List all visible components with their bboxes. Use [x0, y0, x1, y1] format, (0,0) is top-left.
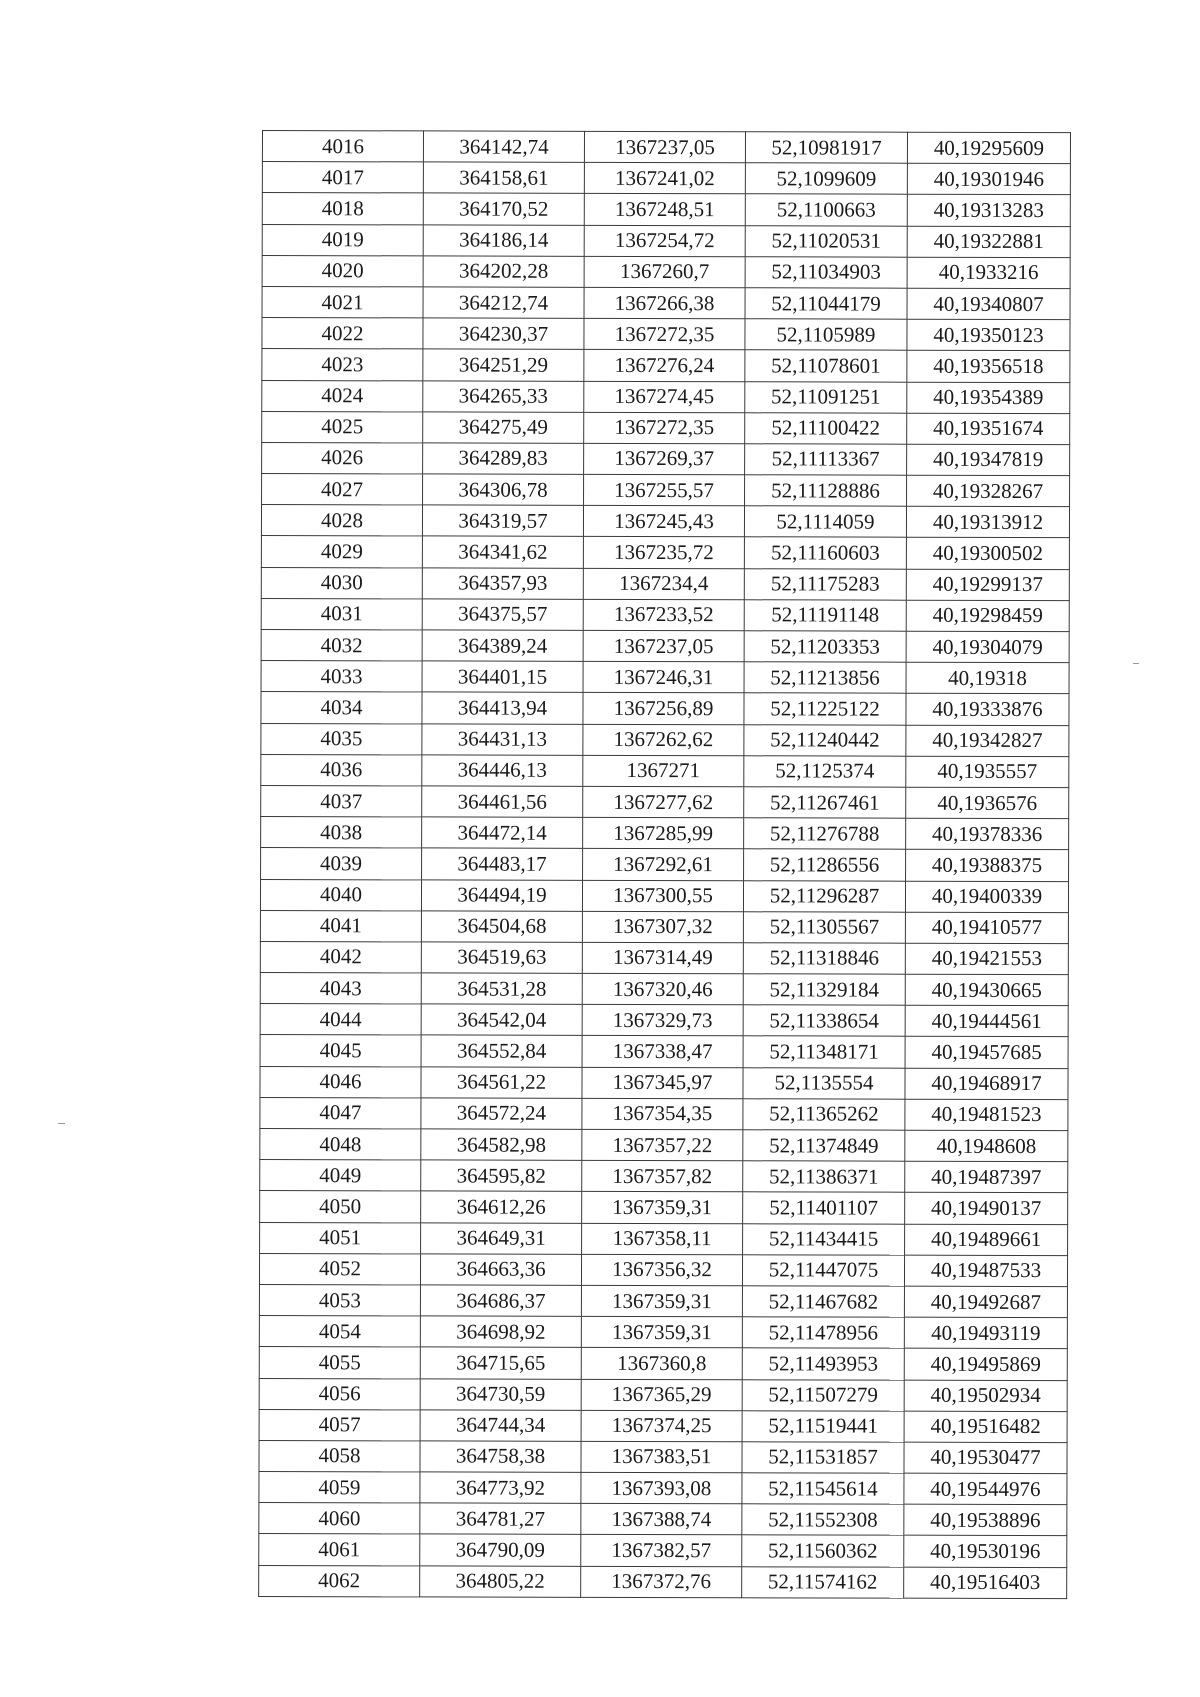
y-coordinate-cell: 1367260,7 [584, 256, 745, 288]
table-row [260, 1066, 1068, 1099]
x-coordinate-cell: 364649,31 [421, 1222, 582, 1254]
longitude-cell: 52,11160603 [744, 537, 906, 569]
latitude-cell: 40,1933216 [907, 257, 1070, 289]
point-number-cell: 4018 [262, 193, 423, 225]
point-number-cell: 4057 [259, 1409, 420, 1441]
table-row [260, 973, 1068, 1006]
table-row [259, 1409, 1067, 1442]
y-coordinate-cell: 1367235,72 [583, 537, 744, 569]
x-coordinate-cell: 364446,13 [422, 755, 583, 787]
y-coordinate-cell: 1367274,45 [584, 381, 745, 413]
longitude-cell: 52,11091251 [745, 381, 907, 413]
point-number-cell: 4051 [260, 1222, 421, 1254]
table-row [262, 474, 1070, 507]
y-coordinate-cell: 1367358,11 [582, 1223, 743, 1255]
latitude-cell: 40,19356518 [907, 351, 1070, 383]
longitude-cell: 52,11560362 [742, 1535, 904, 1567]
point-number-cell: 4031 [261, 598, 422, 630]
latitude-cell: 40,19299137 [906, 569, 1069, 601]
table-row [260, 1160, 1068, 1193]
longitude-cell: 52,10981917 [745, 132, 907, 164]
longitude-cell: 52,11338654 [743, 1005, 905, 1037]
point-number-cell: 4050 [260, 1191, 421, 1223]
longitude-cell: 52,11493953 [742, 1348, 904, 1380]
y-coordinate-cell: 1367345,97 [582, 1067, 743, 1099]
y-coordinate-cell: 1367357,82 [582, 1161, 743, 1193]
table-row [261, 629, 1069, 662]
latitude-cell: 40,19322881 [907, 226, 1070, 258]
x-coordinate-cell: 364413,94 [422, 692, 583, 724]
point-number-cell: 4039 [261, 848, 422, 880]
x-coordinate-cell: 364319,57 [422, 505, 583, 537]
latitude-cell: 40,1935557 [906, 756, 1069, 788]
table-row [260, 1128, 1068, 1161]
table-row [262, 318, 1070, 351]
point-number-cell: 4022 [262, 318, 423, 350]
x-coordinate-cell: 364142,74 [423, 131, 584, 163]
x-coordinate-cell: 364595,82 [421, 1160, 582, 1192]
longitude-cell: 52,11478956 [742, 1317, 904, 1349]
point-number-cell: 4034 [261, 692, 422, 724]
longitude-cell: 52,11240442 [744, 724, 906, 756]
longitude-cell: 52,11348171 [743, 1036, 905, 1068]
y-coordinate-cell: 1367237,05 [584, 131, 745, 163]
latitude-cell: 40,19300502 [906, 538, 1069, 570]
table-row [260, 1222, 1068, 1255]
y-coordinate-cell: 1367382,57 [581, 1535, 742, 1567]
table-row [262, 255, 1070, 288]
y-coordinate-cell: 1367272,35 [584, 412, 745, 444]
longitude-cell: 52,11305567 [743, 911, 905, 943]
longitude-cell: 52,11329184 [743, 974, 905, 1006]
table-row [259, 1253, 1067, 1286]
x-coordinate-cell: 364230,37 [423, 318, 584, 350]
x-coordinate-cell: 364289,83 [423, 443, 584, 475]
y-coordinate-cell: 1367248,51 [584, 194, 745, 226]
table-row [259, 1440, 1067, 1473]
x-coordinate-cell: 364663,36 [420, 1254, 581, 1286]
table-row [262, 442, 1070, 475]
point-number-cell: 4045 [260, 1035, 421, 1067]
latitude-cell: 40,19301946 [907, 163, 1070, 195]
point-number-cell: 4053 [259, 1284, 420, 1316]
latitude-cell: 40,19493119 [904, 1317, 1067, 1349]
longitude-cell: 52,11507279 [742, 1379, 904, 1411]
latitude-cell: 40,19481523 [905, 1099, 1068, 1131]
longitude-cell: 52,1099609 [745, 163, 907, 195]
y-coordinate-cell: 1367262,62 [583, 724, 744, 756]
table-row [261, 848, 1069, 881]
latitude-cell: 40,19468917 [905, 1068, 1068, 1100]
y-coordinate-cell: 1367372,76 [581, 1566, 742, 1598]
point-number-cell: 4040 [260, 879, 421, 911]
table-row [259, 1565, 1067, 1598]
x-coordinate-cell: 364730,59 [420, 1378, 581, 1410]
latitude-cell: 40,19318 [906, 662, 1069, 694]
y-coordinate-cell: 1367383,51 [581, 1441, 742, 1473]
point-number-cell: 4037 [261, 785, 422, 817]
longitude-cell: 52,11552308 [742, 1504, 904, 1536]
latitude-cell: 40,19538896 [904, 1504, 1067, 1536]
longitude-cell: 52,1135554 [743, 1067, 905, 1099]
table-row [262, 286, 1070, 319]
latitude-cell: 40,19444561 [905, 1005, 1068, 1037]
x-coordinate-cell: 364781,27 [420, 1503, 581, 1535]
x-coordinate-cell: 364170,52 [423, 193, 584, 225]
x-coordinate-cell: 364612,26 [421, 1191, 582, 1223]
point-number-cell: 4028 [261, 505, 422, 537]
y-coordinate-cell: 1367271 [583, 755, 744, 787]
latitude-cell: 40,19333876 [906, 694, 1069, 726]
table-row [260, 941, 1068, 974]
latitude-cell: 40,19410577 [905, 912, 1068, 944]
y-coordinate-cell: 1367320,46 [582, 973, 743, 1005]
longitude-cell: 52,11044179 [745, 288, 907, 320]
table-row [261, 567, 1069, 600]
y-coordinate-cell: 1367357,22 [582, 1129, 743, 1161]
y-coordinate-cell: 1367307,32 [582, 911, 743, 943]
point-number-cell: 4029 [261, 536, 422, 568]
point-number-cell: 4058 [259, 1440, 420, 1472]
longitude-cell: 52,11100422 [745, 412, 907, 444]
table-row [261, 785, 1069, 818]
latitude-cell: 40,19340807 [907, 288, 1070, 320]
longitude-cell: 52,11276788 [744, 818, 906, 850]
y-coordinate-cell: 1367360,8 [581, 1348, 742, 1380]
point-number-cell: 4020 [262, 255, 423, 287]
longitude-cell: 52,11374849 [743, 1130, 905, 1162]
longitude-cell: 52,11175283 [744, 568, 906, 600]
x-coordinate-cell: 364572,24 [421, 1098, 582, 1130]
x-coordinate-cell: 364773,92 [420, 1472, 581, 1504]
latitude-cell: 40,19487533 [904, 1255, 1067, 1287]
x-coordinate-cell: 364698,92 [420, 1316, 581, 1348]
x-coordinate-cell: 364552,84 [421, 1035, 582, 1067]
table-row [262, 224, 1070, 257]
table-row [262, 131, 1070, 164]
y-coordinate-cell: 1367237,05 [583, 630, 744, 662]
x-coordinate-cell: 364401,15 [422, 661, 583, 693]
latitude-cell: 40,19489661 [905, 1224, 1068, 1256]
table-row [260, 910, 1068, 943]
x-coordinate-cell: 364582,98 [421, 1129, 582, 1161]
x-coordinate-cell: 364375,57 [422, 599, 583, 631]
latitude-cell: 40,19516482 [904, 1411, 1067, 1443]
y-coordinate-cell: 1367233,52 [583, 599, 744, 631]
x-coordinate-cell: 364519,63 [421, 942, 582, 974]
y-coordinate-cell: 1367254,72 [584, 225, 745, 257]
y-coordinate-cell: 1367246,31 [583, 662, 744, 694]
longitude-cell: 52,11401107 [743, 1192, 905, 1224]
x-coordinate-cell: 364531,28 [421, 973, 582, 1005]
y-coordinate-cell: 1367276,24 [584, 350, 745, 382]
table-row [261, 723, 1069, 756]
y-coordinate-cell: 1367277,62 [583, 786, 744, 818]
y-coordinate-cell: 1367269,37 [584, 443, 745, 475]
point-number-cell: 4026 [262, 442, 423, 474]
y-coordinate-cell: 1367374,25 [581, 1410, 742, 1442]
latitude-cell: 40,19388375 [906, 849, 1069, 881]
x-coordinate-cell: 364357,93 [422, 568, 583, 600]
table-row [260, 1191, 1068, 1224]
x-coordinate-cell: 364494,19 [421, 879, 582, 911]
point-number-cell: 4019 [262, 224, 423, 256]
table-row [259, 1284, 1067, 1317]
point-number-cell: 4062 [259, 1565, 420, 1597]
y-coordinate-cell: 1367255,57 [584, 474, 745, 506]
table-row [262, 193, 1070, 226]
latitude-cell: 40,19544976 [904, 1473, 1067, 1505]
point-number-cell: 4025 [262, 411, 423, 443]
x-coordinate-cell: 364158,61 [423, 162, 584, 194]
longitude-cell: 52,11434415 [743, 1223, 905, 1255]
y-coordinate-cell: 1367329,73 [582, 1005, 743, 1037]
scan-speck [1133, 663, 1139, 664]
point-number-cell: 4043 [260, 973, 421, 1005]
y-coordinate-cell: 1367300,55 [582, 880, 743, 912]
table-row [262, 380, 1070, 413]
longitude-cell: 52,11365262 [743, 1099, 905, 1131]
x-coordinate-cell: 364265,33 [423, 380, 584, 412]
point-number-cell: 4017 [262, 162, 423, 194]
latitude-cell: 40,19304079 [906, 631, 1069, 663]
point-number-cell: 4054 [259, 1316, 420, 1348]
point-number-cell: 4048 [260, 1128, 421, 1160]
point-number-cell: 4024 [262, 380, 423, 412]
latitude-cell: 40,19487397 [905, 1161, 1068, 1193]
point-number-cell: 4035 [261, 723, 422, 755]
table-row [262, 411, 1070, 444]
latitude-cell: 40,19298459 [906, 600, 1069, 632]
table-row [259, 1472, 1067, 1505]
latitude-cell: 40,19457685 [905, 1037, 1068, 1069]
table-row [261, 505, 1069, 538]
y-coordinate-cell: 1367388,74 [581, 1504, 742, 1536]
latitude-cell: 40,19350123 [907, 319, 1070, 351]
point-number-cell: 4061 [259, 1534, 420, 1566]
table-row [261, 754, 1069, 787]
longitude-cell: 52,11574162 [742, 1566, 904, 1598]
latitude-cell: 40,19502934 [904, 1380, 1067, 1412]
y-coordinate-cell: 1367314,49 [582, 942, 743, 974]
longitude-cell: 52,11128886 [745, 475, 907, 507]
latitude-cell: 40,19530477 [904, 1442, 1067, 1474]
point-number-cell: 4046 [260, 1066, 421, 1098]
table-row [262, 349, 1070, 382]
x-coordinate-cell: 364758,38 [420, 1441, 581, 1473]
latitude-cell: 40,19530196 [904, 1536, 1067, 1568]
longitude-cell: 52,11020531 [745, 225, 907, 257]
point-number-cell: 4060 [259, 1503, 420, 1535]
table-row [261, 536, 1069, 569]
latitude-cell: 40,19313283 [907, 195, 1070, 227]
x-coordinate-cell: 364186,14 [423, 224, 584, 256]
coordinates-table-body [259, 131, 1071, 1599]
x-coordinate-cell: 364504,68 [421, 911, 582, 943]
x-coordinate-cell: 364790,09 [420, 1534, 581, 1566]
longitude-cell: 52,11296287 [743, 880, 905, 912]
table-row [261, 692, 1069, 725]
point-number-cell: 4059 [259, 1472, 420, 1504]
x-coordinate-cell: 364472,14 [422, 817, 583, 849]
x-coordinate-cell: 364341,62 [422, 536, 583, 568]
point-number-cell: 4049 [260, 1160, 421, 1192]
longitude-cell: 52,11531857 [742, 1442, 904, 1474]
point-number-cell: 4030 [261, 567, 422, 599]
x-coordinate-cell: 364389,24 [422, 630, 583, 662]
table-row [261, 817, 1069, 850]
point-number-cell: 4047 [260, 1097, 421, 1129]
latitude-cell: 40,19313912 [906, 506, 1069, 538]
y-coordinate-cell: 1367256,89 [583, 693, 744, 725]
table-row [261, 598, 1069, 631]
point-number-cell: 4032 [261, 629, 422, 661]
y-coordinate-cell: 1367245,43 [583, 506, 744, 538]
coordinates-table [258, 130, 1071, 1599]
y-coordinate-cell: 1367365,29 [581, 1379, 742, 1411]
point-number-cell: 4041 [260, 910, 421, 942]
x-coordinate-cell: 364483,17 [422, 848, 583, 880]
latitude-cell: 40,19295609 [907, 132, 1070, 164]
point-number-cell: 4016 [262, 131, 423, 163]
latitude-cell: 40,1936576 [906, 787, 1069, 819]
y-coordinate-cell: 1367359,31 [581, 1285, 742, 1317]
x-coordinate-cell: 364686,37 [420, 1285, 581, 1317]
point-number-cell: 4033 [261, 661, 422, 693]
y-coordinate-cell: 1367241,02 [584, 163, 745, 195]
table-row [259, 1347, 1067, 1380]
x-coordinate-cell: 364251,29 [423, 349, 584, 381]
y-coordinate-cell: 1367292,61 [583, 849, 744, 881]
latitude-cell: 40,19378336 [906, 818, 1069, 850]
longitude-cell: 52,1125374 [744, 756, 906, 788]
longitude-cell: 52,11225122 [744, 693, 906, 725]
x-coordinate-cell: 364202,28 [423, 256, 584, 288]
latitude-cell: 40,19347819 [907, 444, 1070, 476]
point-number-cell: 4052 [259, 1253, 420, 1285]
table-row [261, 661, 1069, 694]
y-coordinate-cell: 1367354,35 [582, 1098, 743, 1130]
longitude-cell: 52,11286556 [744, 849, 906, 881]
latitude-cell: 40,19328267 [907, 475, 1070, 507]
y-coordinate-cell: 1367359,31 [582, 1192, 743, 1224]
x-coordinate-cell: 364461,56 [422, 786, 583, 818]
point-number-cell: 4027 [262, 474, 423, 506]
x-coordinate-cell: 364744,34 [420, 1410, 581, 1442]
x-coordinate-cell: 364275,49 [423, 412, 584, 444]
latitude-cell: 40,19351674 [907, 413, 1070, 445]
x-coordinate-cell: 364306,78 [423, 474, 584, 506]
table-row [259, 1316, 1067, 1349]
longitude-cell: 52,11267461 [744, 787, 906, 819]
longitude-cell: 52,11467682 [742, 1286, 904, 1318]
longitude-cell: 52,11519441 [742, 1410, 904, 1442]
y-coordinate-cell: 1367338,47 [582, 1036, 743, 1068]
longitude-cell: 52,11545614 [742, 1473, 904, 1505]
point-number-cell: 4038 [261, 817, 422, 849]
latitude-cell: 40,19490137 [905, 1193, 1068, 1225]
table-row [260, 1004, 1068, 1037]
longitude-cell: 52,1100663 [745, 194, 907, 226]
x-coordinate-cell: 364542,04 [421, 1004, 582, 1036]
table-row [259, 1534, 1067, 1567]
point-number-cell: 4036 [261, 754, 422, 786]
table-row [260, 1097, 1068, 1130]
table-row [260, 1035, 1068, 1068]
longitude-cell: 52,11191148 [744, 600, 906, 632]
latitude-cell: 40,1948608 [905, 1130, 1068, 1162]
longitude-cell: 52,11318846 [743, 943, 905, 975]
point-number-cell: 4055 [259, 1347, 420, 1379]
latitude-cell: 40,19342827 [906, 725, 1069, 757]
table-row [259, 1378, 1067, 1411]
y-coordinate-cell: 1367272,35 [584, 318, 745, 350]
longitude-cell: 52,1105989 [745, 319, 907, 351]
latitude-cell: 40,19495869 [904, 1348, 1067, 1380]
y-coordinate-cell: 1367285,99 [583, 817, 744, 849]
point-number-cell: 4023 [262, 349, 423, 381]
point-number-cell: 4056 [259, 1378, 420, 1410]
longitude-cell: 52,1114059 [744, 506, 906, 538]
table-row [262, 162, 1070, 195]
x-coordinate-cell: 364431,13 [422, 723, 583, 755]
table-row [259, 1503, 1067, 1536]
table-row [260, 879, 1068, 912]
y-coordinate-cell: 1367359,31 [581, 1316, 742, 1348]
longitude-cell: 52,11113367 [745, 444, 907, 476]
point-number-cell: 4044 [260, 1004, 421, 1036]
x-coordinate-cell: 364212,74 [423, 287, 584, 319]
y-coordinate-cell: 1367393,08 [581, 1472, 742, 1504]
longitude-cell: 52,11078601 [745, 350, 907, 382]
latitude-cell: 40,19430665 [905, 974, 1068, 1006]
longitude-cell: 52,11203353 [744, 631, 906, 663]
latitude-cell: 40,19492687 [904, 1286, 1067, 1318]
x-coordinate-cell: 364805,22 [420, 1566, 581, 1598]
y-coordinate-cell: 1367266,38 [584, 287, 745, 319]
latitude-cell: 40,19354389 [907, 382, 1070, 414]
longitude-cell: 52,11034903 [745, 257, 907, 289]
y-coordinate-cell: 1367234,4 [583, 568, 744, 600]
point-number-cell: 4021 [262, 286, 423, 318]
x-coordinate-cell: 364561,22 [421, 1067, 582, 1099]
latitude-cell: 40,19516403 [904, 1567, 1067, 1599]
latitude-cell: 40,19400339 [905, 881, 1068, 913]
y-coordinate-cell: 1367356,32 [581, 1254, 742, 1286]
x-coordinate-cell: 364715,65 [420, 1347, 581, 1379]
longitude-cell: 52,11447075 [742, 1255, 904, 1287]
longitude-cell: 52,11386371 [743, 1161, 905, 1193]
latitude-cell: 40,19421553 [905, 943, 1068, 975]
scan-speck [58, 1123, 65, 1124]
longitude-cell: 52,11213856 [744, 662, 906, 694]
point-number-cell: 4042 [260, 941, 421, 973]
